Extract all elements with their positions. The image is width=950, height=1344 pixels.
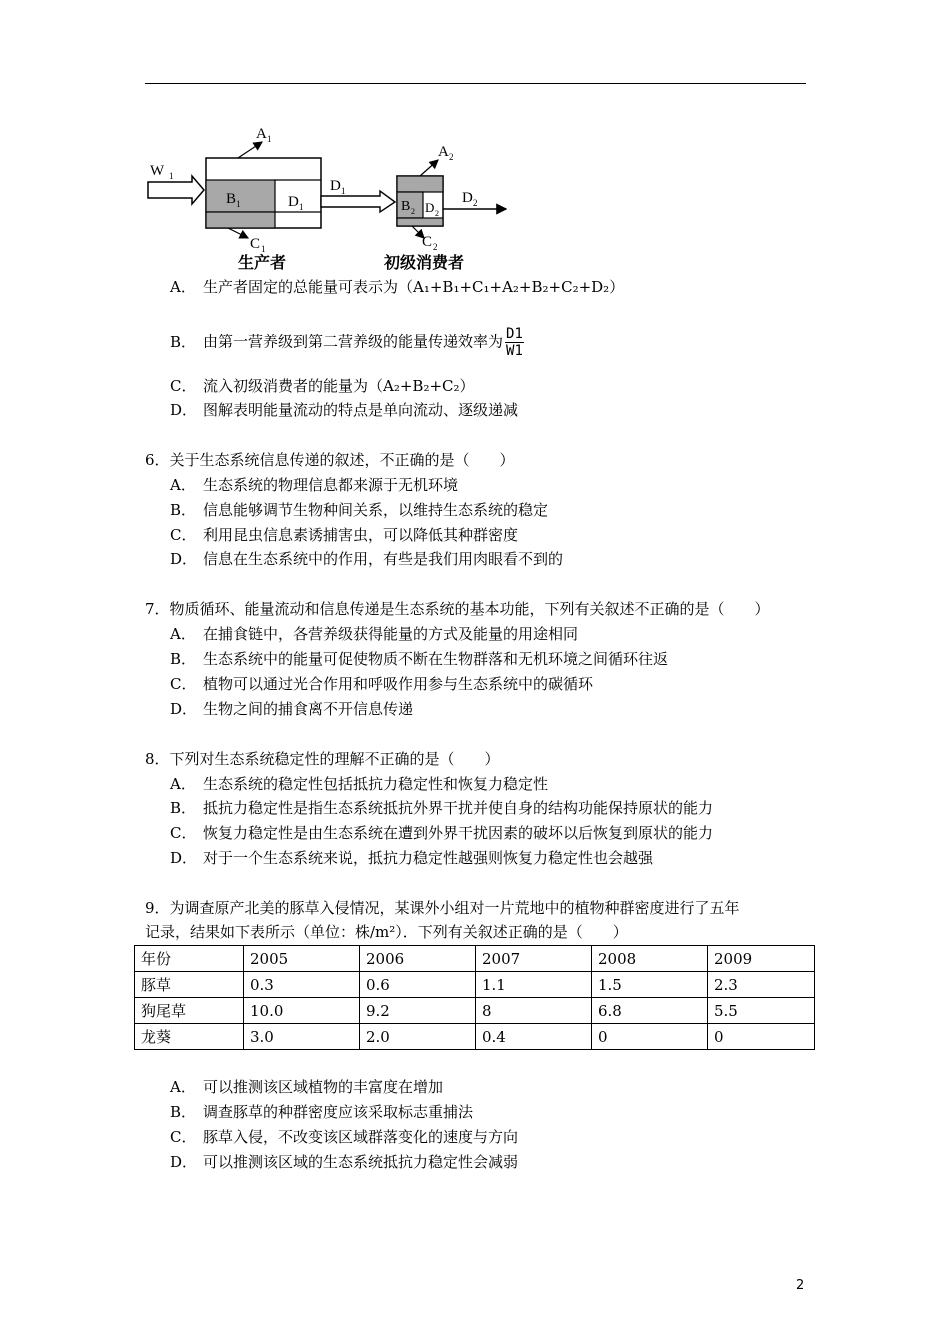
- table-cell: 10.0: [244, 998, 360, 1024]
- table-header-row: [135, 946, 815, 972]
- svg-text:2: 2: [433, 242, 438, 252]
- q7-option-c: C． 植物可以通过光合作用和呼吸作用参与生态系统中的碳循环: [170, 675, 594, 693]
- q9-option-b: B． 调查豚草的种群密度应该采取标志重捕法: [170, 1103, 474, 1121]
- table-header-cell: 2006: [360, 946, 476, 972]
- svg-text:1: 1: [236, 199, 241, 209]
- q7-stem: 7．物质循环、能量流动和信息传递是生态系统的基本功能，下列有关叙述不正确的是（ ）: [145, 600, 770, 618]
- header-rule: [145, 83, 806, 84]
- table-cell: 0: [592, 1024, 708, 1050]
- table-row: [135, 1024, 815, 1050]
- q6-stem: 6．关于生态系统信息传递的叙述，不正确的是（ ）: [145, 451, 515, 469]
- q8-option-a: A． 生态系统的稳定性包括抵抗力稳定性和恢复力稳定性: [170, 775, 549, 793]
- q8-option-b: B． 抵抗力稳定性是指生态系统抵抗外界干扰并使自身的结构功能保持原状的能力: [170, 799, 714, 817]
- table-cell: 狗尾草: [135, 998, 244, 1024]
- q6-option-b: B． 信息能够调节生物种间关系，以维持生态系统的稳定: [170, 501, 549, 519]
- q8-stem: 8．下列对生态系统稳定性的理解不正确的是（ ）: [145, 750, 500, 768]
- b1-block: [206, 180, 275, 212]
- efficiency-fraction: $\frac{D1}{W1}$: [506, 326, 523, 359]
- q9-option-d: D． 可以推测该区域的生态系统抵抗力稳定性会减弱: [170, 1153, 519, 1171]
- w1-label: W: [150, 163, 165, 179]
- q9-option-c: C． 豚草入侵，不改变该区域群落变化的速度与方向: [170, 1128, 519, 1146]
- svg-text:1: 1: [299, 202, 304, 212]
- table-header-cell: 2008: [592, 946, 708, 972]
- svg-text:2: 2: [449, 152, 454, 162]
- table-cell: 6.8: [592, 998, 708, 1024]
- a2-label: A: [438, 144, 449, 160]
- consumer-label: 初级消费者: [384, 253, 465, 272]
- q7-option-d: D． 生物之间的捕食离不开信息传递: [170, 700, 414, 718]
- svg-text:2: 2: [411, 207, 415, 216]
- svg-text:1: 1: [261, 244, 266, 254]
- d1-box-label: D: [288, 194, 299, 210]
- table-cell: 龙葵: [135, 1024, 244, 1050]
- q9-option-a: A． 可以推测该区域植物的丰富度在增加: [170, 1078, 444, 1096]
- table-row: [135, 998, 815, 1024]
- a1-label: A: [256, 126, 267, 142]
- c2-label: C: [422, 234, 433, 250]
- table-cell: 2.0: [360, 1024, 476, 1050]
- w1-input-arrow: [148, 176, 204, 204]
- table-cell: 3.0: [244, 1024, 360, 1050]
- q6-option-d: D． 信息在生态系统中的作用，有些是我们用肉眼看不到的: [170, 550, 564, 568]
- table-cell: 0.3: [244, 972, 360, 998]
- energy-flow-diagram: [140, 120, 520, 280]
- q5-option-d: D． 图解表明能量流动的特点是单向流动、逐级递减: [170, 401, 519, 419]
- svg-text:1: 1: [169, 171, 174, 181]
- q7-option-b: B． 生态系统中的能量可促使物质不断在生物群落和无机环境之间循环往返: [170, 650, 669, 668]
- table-header-cell: 2007: [476, 946, 592, 972]
- b2-label: B: [401, 199, 411, 214]
- svg-text:1: 1: [267, 134, 272, 144]
- d1-arrow-label: D: [330, 178, 341, 194]
- d2-arrow-label: D: [462, 190, 473, 206]
- q7-option-a: A． 在捕食链中，各营养级获得能量的方式及能量的用途相同: [170, 625, 579, 643]
- table-header-cell: 2009: [708, 946, 815, 972]
- d1-transfer-arrow: [321, 191, 395, 212]
- svg-text:2: 2: [473, 198, 478, 208]
- table-cell: 2.3: [708, 972, 815, 998]
- table-cell: 豚草: [135, 972, 244, 998]
- q5-option-c: C． 流入初级消费者的能量为（A₂+B₂+C₂）: [170, 377, 475, 395]
- svg-text:2: 2: [435, 209, 439, 218]
- c1-label: C: [250, 236, 261, 252]
- table-header-cell: 2005: [244, 946, 360, 972]
- d2-box-label: D: [425, 200, 435, 215]
- q9-stem-line2: 记录，结果如下表所示（单位：株/m²）．下列有关叙述正确的是（ ）: [145, 923, 628, 941]
- table-cell: 0.6: [360, 972, 476, 998]
- table-cell: 1.1: [476, 972, 592, 998]
- q8-option-d: D． 对于一个生态系统来说，抵抗力稳定性越强则恢复力稳定性也会越强: [170, 849, 654, 867]
- table-row: [135, 972, 815, 998]
- svg-text:1: 1: [341, 186, 346, 196]
- table-cell: 0.4: [476, 1024, 592, 1050]
- table-header-cell: 年份: [135, 946, 244, 972]
- page-number: 2: [796, 1278, 805, 1293]
- table-cell: 1.5: [592, 972, 708, 998]
- producer-label: 生产者: [238, 253, 287, 272]
- q6-option-a: A． 生态系统的物理信息都来源于无机环境: [170, 476, 459, 494]
- b1-label: B: [226, 191, 237, 207]
- q5-option-a: A． 生产者固定的总能量可表示为（A₁+B₁+C₁+A₂+B₂+C₂+D₂）: [170, 278, 625, 296]
- q9-stem-line1: 9．为调查原产北美的豚草入侵情况，某课外小组对一片荒地中的植物种群密度进行了五年: [145, 899, 740, 917]
- table-cell: 0: [708, 1024, 815, 1050]
- density-table: [134, 945, 815, 1050]
- table-cell: 9.2: [360, 998, 476, 1024]
- table-cell: 8: [476, 998, 592, 1024]
- table-cell: 5.5: [708, 998, 815, 1024]
- q8-option-c: C． 恢复力稳定性是由生态系统在遭到外界干扰因素的破坏以后恢复到原状的能力: [170, 824, 714, 842]
- q5-option-b: B． 由第一营养级到第二营养级的能量传递效率为 $\frac{D1}{W1}$: [170, 326, 523, 359]
- q6-option-c: C． 利用昆虫信息素诱捕害虫，可以降低其种群密度: [170, 526, 519, 544]
